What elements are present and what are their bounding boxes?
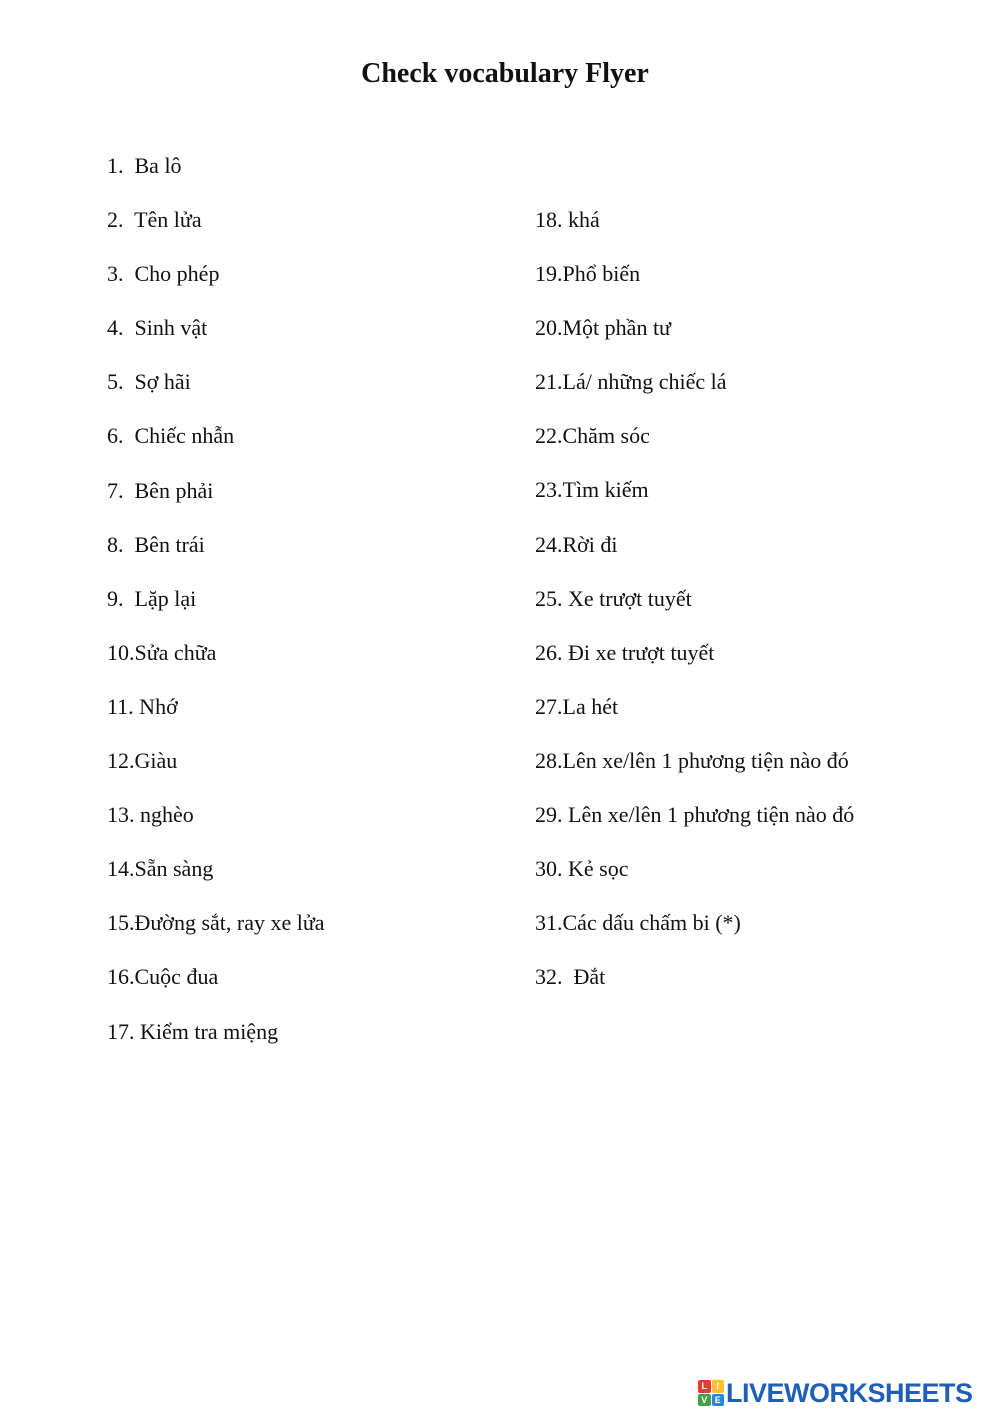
list-item: 8. Bên trái <box>107 531 205 557</box>
page-title: Check vocabulary Flyer <box>361 58 649 89</box>
list-item: 30. Kẻ sọc <box>535 856 629 882</box>
brand-name: LIVEWORKSHEETS <box>726 1377 973 1408</box>
list-item: 14.Sẵn sàng <box>107 856 214 882</box>
list-item: 29. Lên xe/lên 1 phương tiện nào đó <box>535 802 855 828</box>
list-item: 2. Tên lửa <box>107 207 202 233</box>
list-item: 20.Một phần tư <box>535 315 671 341</box>
list-item: 7. Bên phải <box>107 477 214 503</box>
list-item: 23.Tìm kiếm <box>535 477 649 503</box>
list-item: 4. Sinh vật <box>107 315 208 341</box>
list-item: 21.Lá/ những chiếc lá <box>535 369 727 395</box>
list-item: 16.Cuộc đua <box>107 964 219 990</box>
list-item: 22.Chăm sóc <box>535 423 650 449</box>
vocabulary-list-right <box>535 205 854 1016</box>
list-item: 19.Phổ biến <box>535 261 641 287</box>
logo-letter: E <box>712 1394 725 1407</box>
list-item: 31.Các dấu chấm bi (*) <box>535 910 741 936</box>
list-item: 9. Lặp lại <box>107 585 197 611</box>
list-item: 5. Sợ hãi <box>107 369 191 395</box>
list-item: 18. khá <box>535 207 600 232</box>
list-item: 13. nghèo <box>107 802 194 828</box>
liveworksheets-logo <box>698 1378 973 1408</box>
list-item: 10.Sửa chữa <box>107 639 217 665</box>
list-item: 12.Giàu <box>107 748 178 774</box>
list-item: 11. Nhớ <box>107 693 178 719</box>
logo-letter: L <box>698 1380 711 1393</box>
list-item: 32. Đắt <box>535 964 606 990</box>
list-item: 17. Kiểm tra miệng <box>107 1018 279 1044</box>
list-item: 15.Đường sắt, ray xe lửa <box>107 910 325 936</box>
list-item: 1. Ba lô <box>107 153 182 178</box>
logo-letter: I <box>712 1380 725 1393</box>
list-item: 6. Chiếc nhẫn <box>107 423 235 449</box>
vocabulary-list-left <box>107 151 325 1071</box>
list-item: 25. Xe trượt tuyết <box>535 585 692 611</box>
logo-icon <box>698 1380 724 1406</box>
logo-letter: V <box>698 1394 711 1407</box>
list-item: 27.La hét <box>535 693 619 719</box>
list-item: 26. Đi xe trượt tuyết <box>535 639 715 665</box>
list-item: 3. Cho phép <box>107 261 220 287</box>
list-item: 24.Rời đi <box>535 531 618 557</box>
list-item: 28.Lên xe/lên 1 phương tiện nào đó <box>535 747 849 773</box>
